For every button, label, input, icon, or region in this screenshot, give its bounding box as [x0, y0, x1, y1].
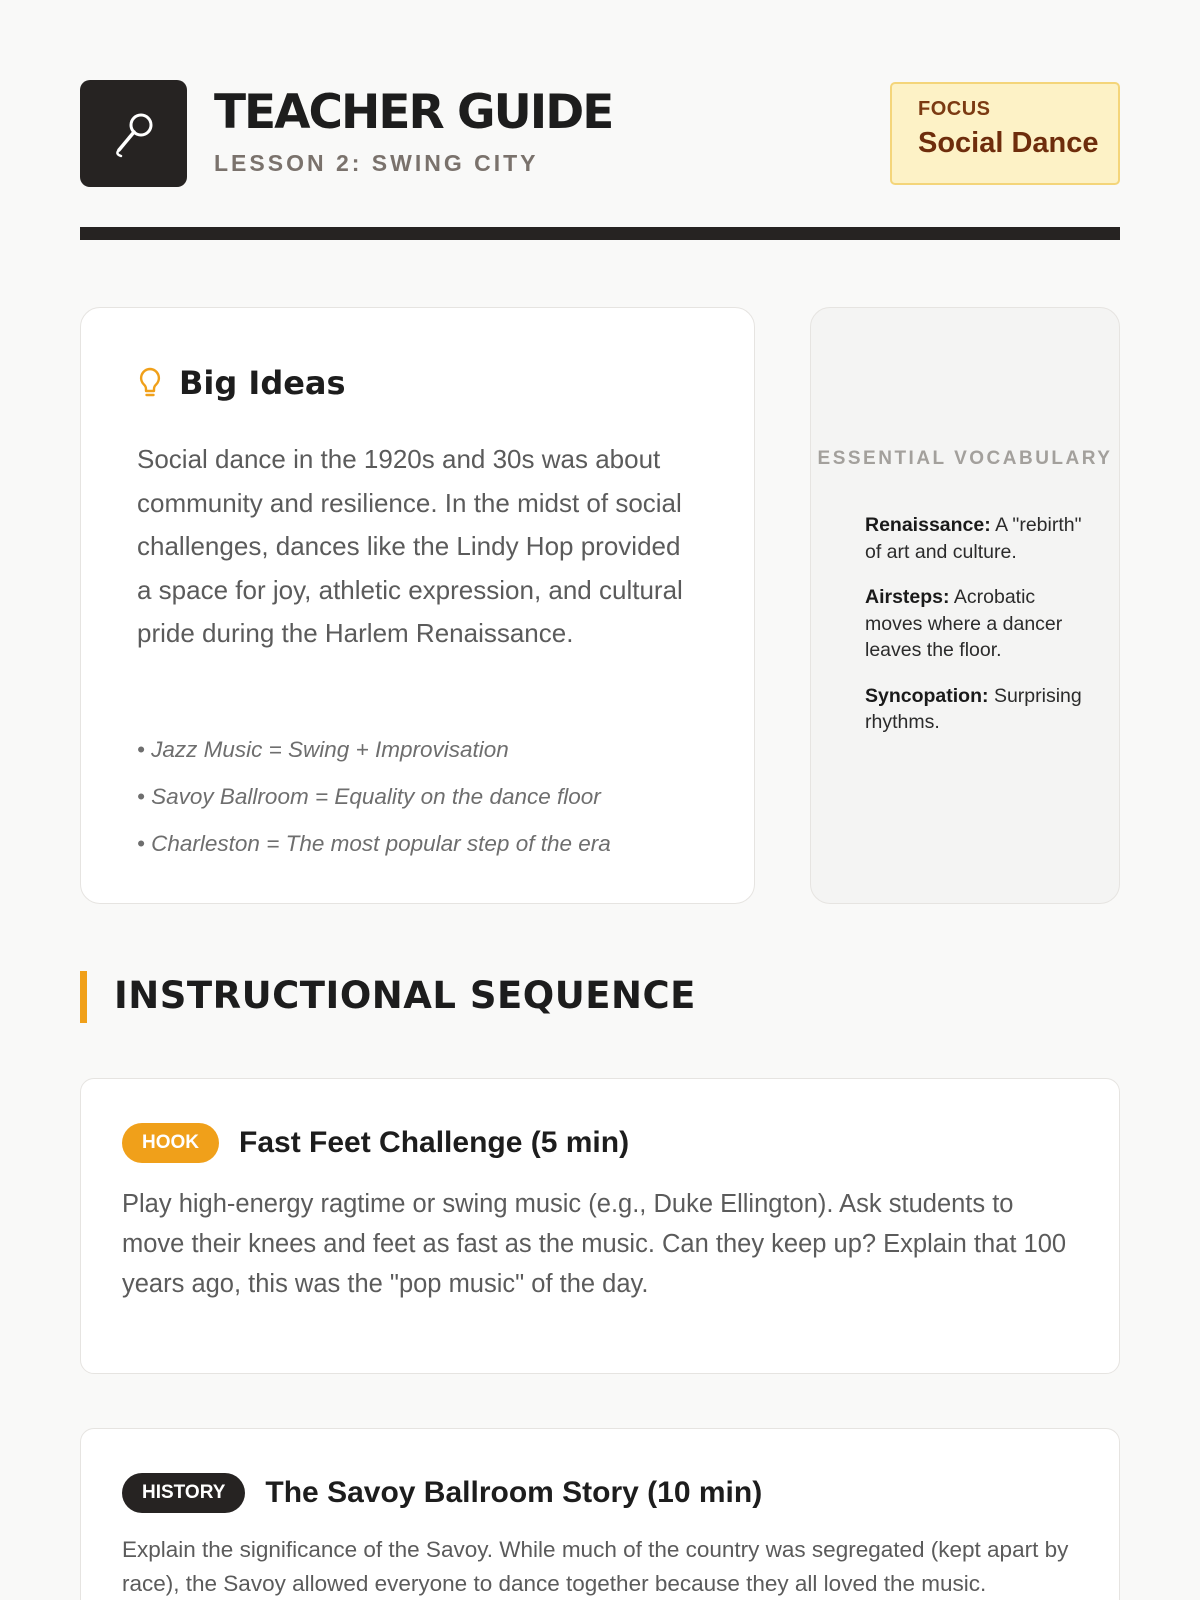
vocabulary-title: ESSENTIAL VOCABULARY — [817, 448, 1113, 469]
lightbulb-icon — [137, 366, 163, 400]
step-tag: HISTORY — [122, 1473, 245, 1513]
step-title: Fast Feet Challenge (5 min) — [239, 1126, 630, 1159]
step-tag: HOOK — [122, 1123, 219, 1163]
step-card-history — [80, 1428, 1120, 1600]
vocabulary-definition: A "rebirth" of art and culture. — [865, 514, 1082, 563]
big-ideas-card — [80, 307, 755, 904]
focus-badge — [890, 82, 1120, 185]
step-title: The Savoy Ballroom Story (10 min) — [265, 1476, 763, 1509]
microphone-icon — [80, 80, 187, 187]
vocabulary-term: Syncopation: — [865, 684, 989, 707]
list-item: • Savoy Ballroom = Equality on the dance floor — [137, 784, 601, 809]
page-title: TEACHER GUIDE — [214, 85, 613, 140]
lesson-subtitle: LESSON 2: SWING CITY — [214, 150, 539, 176]
vocabulary-definition: Acrobatic moves where a dancer leaves the floor. — [865, 586, 1063, 661]
vocabulary-item — [865, 512, 1085, 565]
step-body: Play high-energy ragtime or swing music (e.g., Duke Ellington). Ask students to move their knees and feet as fast as the music. Can they keep up? Explain that 100 years ago, this was the "pop music" of the day. — [122, 1190, 1067, 1298]
list-item: • Charleston = The most popular step of the era — [137, 831, 611, 856]
focus-value: Social Dance — [918, 127, 1099, 159]
step-header — [122, 1123, 629, 1163]
big-ideas-text: Social dance in the 1920s and 30s was about community and resilience. In the midst of social challenges, dances like the Lindy Hop provided a space for joy, athletic expression, and cultural pride during the Harlem Renaissance. — [137, 444, 683, 648]
vocabulary-term: Renaissance: — [865, 514, 991, 536]
section-accent-bar — [80, 971, 87, 1023]
step-body: Explain the significance of the Savoy. While much of the country was segregated (kept apart by race), the Savoy allowed everyone to dance together because they all loved the music. — [122, 1537, 1069, 1596]
header-divider — [80, 227, 1120, 240]
list-item: • Jazz Music = Swing + Improvisation — [137, 737, 509, 762]
vocabulary-card — [810, 307, 1120, 904]
big-ideas-list — [137, 726, 717, 867]
big-ideas-header — [137, 364, 346, 402]
vocabulary-term: Airsteps: — [865, 586, 950, 608]
vocabulary-item — [865, 683, 1085, 736]
vocabulary-item — [865, 584, 1085, 664]
step-card-hook — [80, 1078, 1120, 1374]
header — [80, 80, 1120, 186]
focus-label: FOCUS — [918, 98, 991, 120]
vocabulary-definition: Surprising rhythms. — [865, 684, 1082, 733]
big-ideas-title: Big Ideas — [179, 364, 346, 402]
step-header — [122, 1473, 762, 1513]
section-title: INSTRUCTIONAL SEQUENCE — [114, 974, 696, 1017]
vocabulary-list — [865, 512, 1085, 755]
